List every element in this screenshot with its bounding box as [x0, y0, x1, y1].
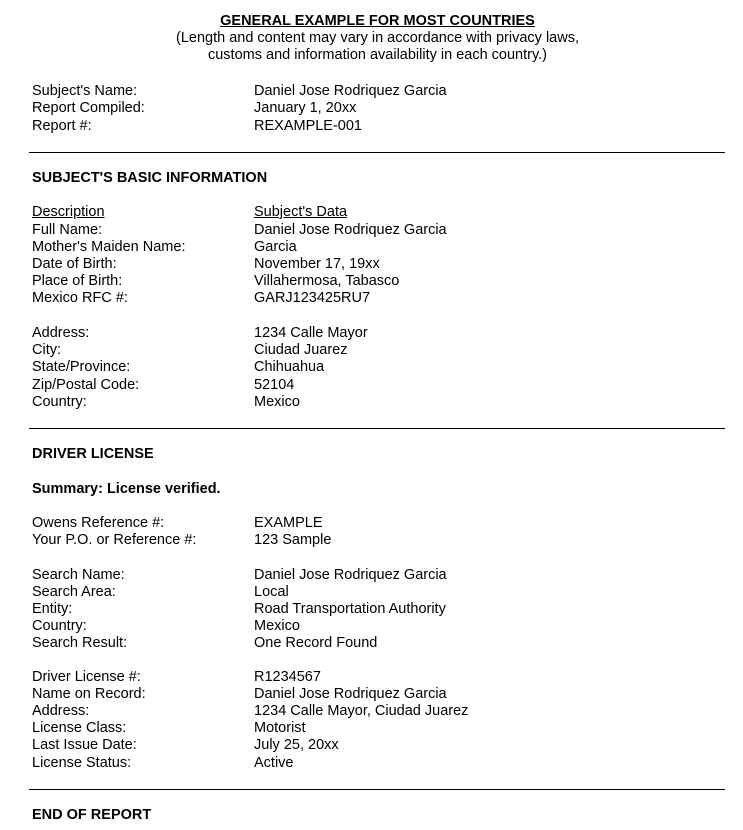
field-label: State/Province:	[32, 359, 131, 375]
field-value: 1234 Calle Mayor	[254, 325, 368, 341]
field-label: Driver License #:	[32, 669, 141, 685]
field-label: Place of Birth:	[32, 273, 123, 289]
field-value: Daniel Jose Rodriquez Garcia	[254, 567, 447, 583]
field-label: Mexico RFC #:	[32, 290, 128, 306]
field-value: November 17, 19xx	[254, 256, 380, 272]
field-value: January 1, 20xx	[254, 100, 357, 116]
field-label: Report Compiled:	[32, 100, 145, 116]
field-label: Your P.O. or Reference #:	[32, 532, 197, 548]
field-value: Villahermosa, Tabasco	[254, 273, 400, 289]
field-label: Owens Reference #:	[32, 515, 165, 531]
field-label: Full Name:	[32, 222, 103, 238]
field-value: Mexico	[254, 618, 300, 634]
field-value: Mexico	[254, 394, 300, 410]
field-label: Search Area:	[32, 584, 116, 600]
section-divider	[29, 428, 725, 429]
field-value: 52104	[254, 377, 295, 393]
field-label: Last Issue Date:	[32, 737, 137, 753]
field-value: Road Transportation Authority	[254, 601, 446, 617]
field-value: Daniel Jose Rodriquez Garcia	[254, 83, 447, 99]
section-divider	[29, 789, 725, 790]
field-value: Motorist	[254, 720, 306, 736]
column-header-description: Description	[32, 204, 105, 220]
field-label: License Status:	[32, 755, 132, 771]
field-label: Country:	[32, 618, 87, 634]
field-label: Date of Birth:	[32, 256, 117, 272]
field-value: 123 Sample	[254, 532, 332, 548]
section-heading-driver-license: DRIVER LICENSE	[32, 446, 154, 462]
field-value: EXAMPLE	[254, 515, 323, 531]
field-label: Search Name:	[32, 567, 125, 583]
field-label: Search Result:	[32, 635, 128, 651]
field-value: R1234567	[254, 669, 321, 685]
field-label: Subject's Name:	[32, 83, 138, 99]
field-label: Name on Record:	[32, 686, 146, 702]
field-value: Active	[254, 755, 294, 771]
report-title: GENERAL EXAMPLE FOR MOST COUNTRIES	[220, 13, 535, 29]
field-value: REXAMPLE-001	[254, 118, 362, 134]
field-value: Ciudad Juarez	[254, 342, 348, 358]
field-value: Local	[254, 584, 289, 600]
end-of-report: END OF REPORT	[32, 807, 152, 823]
field-value: Daniel Jose Rodriquez Garcia	[254, 686, 447, 702]
section-heading-basic-info: SUBJECT'S BASIC INFORMATION	[32, 170, 268, 186]
field-value: One Record Found	[254, 635, 378, 651]
field-label: License Class:	[32, 720, 127, 736]
field-label: Zip/Postal Code:	[32, 377, 140, 393]
field-label: Address:	[32, 325, 90, 341]
field-value: July 25, 20xx	[254, 737, 339, 753]
field-label: Mother's Maiden Name:	[32, 239, 186, 255]
field-value: Garcia	[254, 239, 297, 255]
license-summary: Summary: License verified.	[32, 481, 221, 497]
field-label: Country:	[32, 394, 87, 410]
section-divider	[29, 152, 725, 153]
report-header	[0, 13, 743, 65]
field-label: Report #:	[32, 118, 92, 134]
field-value: Daniel Jose Rodriquez Garcia	[254, 222, 447, 238]
field-value: GARJ123425RU7	[254, 290, 371, 306]
field-label: Address:	[32, 703, 90, 719]
field-value: Chihuahua	[254, 359, 325, 375]
field-label: City:	[32, 342, 61, 358]
column-header-data: Subject's Data	[254, 204, 348, 220]
field-label: Entity:	[32, 601, 73, 617]
report-subtitle-line2: customs and information availability in each country.)	[207, 47, 548, 64]
report-subtitle-line1: (Length and content may vary in accordance with privacy laws,	[176, 30, 579, 47]
field-value: 1234 Calle Mayor, Ciudad Juarez	[254, 703, 469, 719]
